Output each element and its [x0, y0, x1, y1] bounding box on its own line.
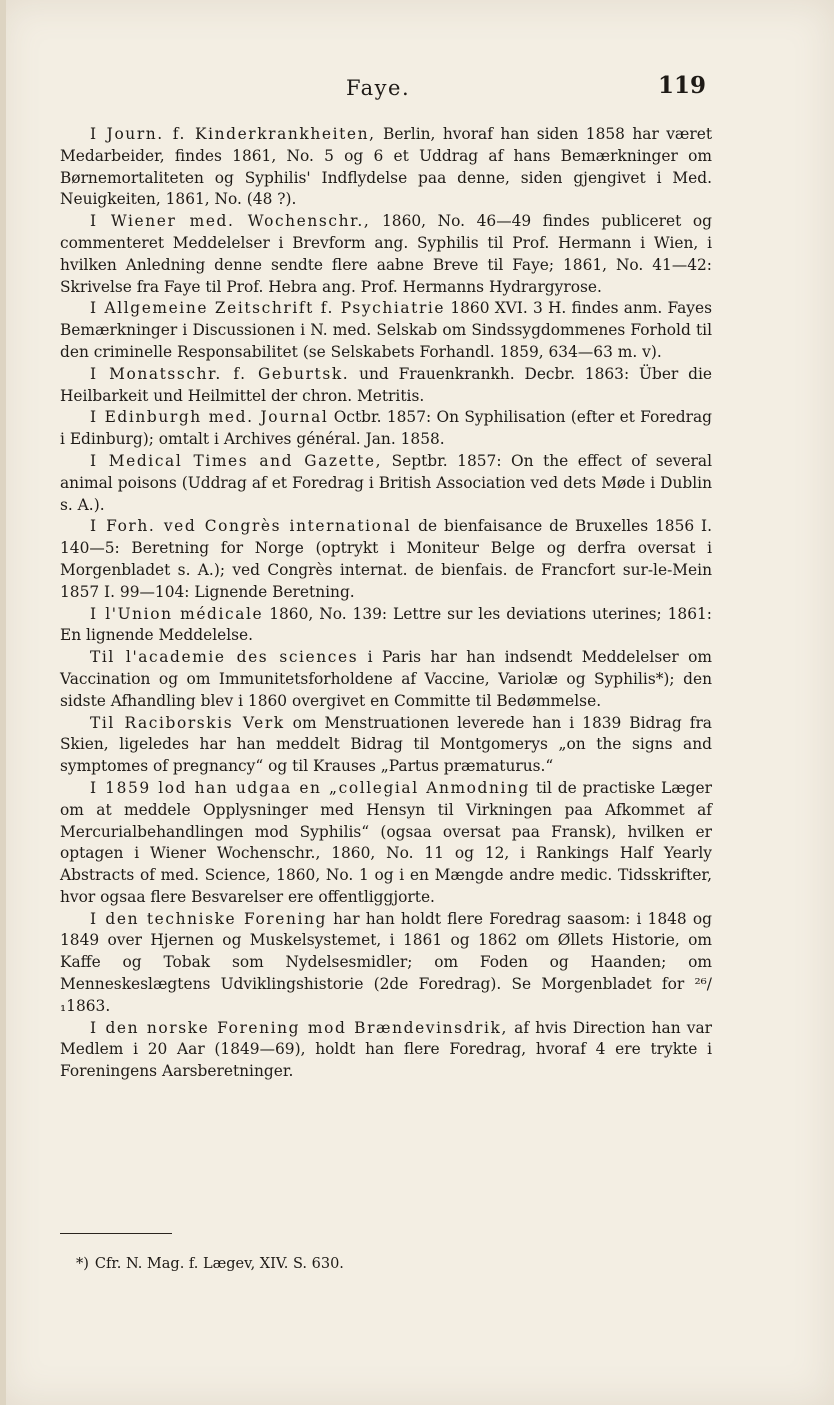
paragraph-medical-times [60, 451, 712, 516]
journal-title: I Forh. ved Congrès international [90, 517, 412, 536]
page-header [0, 70, 834, 106]
paragraph-union-medicale [60, 604, 712, 648]
paragraph-monatsschr-geburtsk [60, 364, 712, 408]
paragraph-norske-forening [60, 1018, 712, 1083]
running-head: Faye. [346, 76, 411, 100]
footnote-mark: *) [76, 1256, 89, 1272]
paragraph-academie-sciences [60, 647, 712, 712]
paragraph-text: har han holdt flere Foredrag saasom: i 1848 og 1849 over Hjernen og Muskelsystemet, i 1861 og 1862 om Øllets Historie, om Kaffe og Tobak som Nydelsesmidler; om Foden og Haanden; om Menneskeslægtens Udviklingshistorie (2de Foredrag). Se Morgenbladet for ²⁶/₁1863. [60, 909, 712, 1015]
page-spine-edge [0, 0, 6, 1405]
paragraph-text: de bienfaisance de Bruxelles 1856 I. 140—5: Beretning for Norge (optrykt i Moniteur Belge og derfra oversat i Morgenbladet s. A.); ved Congrès internat. de bienfais. de Francfort sur-le-Mein 1857 I. 99—104: Lignende Beretning. [60, 517, 713, 601]
paragraph-collegial-anmodning [60, 778, 712, 909]
paragraph-allgemeine-zeitschrift [60, 298, 712, 363]
journal-title: I Edinburgh med. Journal [90, 408, 329, 427]
paragraph-text: om Menstruationen leverede han i 1839 Bidrag fra Skien, ligeledes har han meddelt Bidrag til Montgomerys „on the signs and symptomes of pregnancy“ og til Krauses „Partus præmaturus.“ [60, 713, 712, 776]
journal-title: I Medical Times and Gazette, [90, 451, 383, 470]
journal-title: Til Raciborskis Verk [90, 713, 285, 732]
journal-title: I 1859 lod han udgaa en „collegial Anmodning [90, 778, 530, 797]
footnote-divider [60, 1233, 172, 1234]
paragraph-raciborskis-verk [60, 713, 712, 778]
paragraph-text: und Frauenkrankh. Decbr. 1863: Über die Heilbarkeit und Heilmittel der chron. Metritis. [60, 364, 713, 405]
footnote [76, 1254, 716, 1274]
paragraph-text: Septbr. 1857: On the effect of several animal poisons (Uddrag af et Foredrag i British Association ved dets Møde i Dublin s. A.). [60, 451, 712, 514]
page-number: 119 [658, 72, 707, 99]
paragraph-text: af hvis Direction han var Medlem i 20 Aar (1849—69), holdt han flere Foredrag, hvoraf 4 ere trykte i Foreningens Aarsberetninger. [60, 1018, 713, 1081]
journal-title: Til l'academie des sciences [90, 648, 359, 667]
journal-title: I l'Union médicale [90, 604, 264, 623]
paragraph-edinburgh-journal [60, 407, 712, 451]
paragraph-congres-international [60, 516, 712, 603]
paragraph-journ-kinderkrankheiten [60, 124, 712, 211]
paragraph-text: til de practiske Læger om at meddele Opplysninger med Hensyn til Virkningen paa Afkommet af Mercurialbehandlingen mod Syphilis“ (ogsaa oversat paa Fransk), hvilken er optagen i Wiener Wochenschr., 1860, No. 11 og 12, i Rankings Half Yearly Abstracts of med. Science, 1860, No. 1 og i en Mængde andre medic. Tidsskrifter, hvor ogsaa flere Besvarelser ere offentliggjorte. [60, 778, 712, 906]
paragraph-text: Berlin, hvoraf han siden 1858 har været Medarbeider, findes 1861, No. 5 og 6 et Uddrag af hans Bemærkninger om Børnemortaliteten og Syphilis' Indflydelse paa denne, siden gjengivet i Med. Neuigkeiten, 1861, No. (48 ?). [60, 125, 713, 209]
journal-title: I den techniske Forening [90, 909, 327, 928]
paragraph-text: 1860, No. 46—49 findes publiceret og commenteret Meddelelser i Brevform ang. Syphilis til Prof. Hermann i Wien, i hvilken Anledning denne sendte flere aabne Breve til Faye; 1861, No. 41—42: Skrivelse fra Faye til Prof. Hebra ang. Prof. Hermanns Hydrargyrose. [60, 212, 713, 296]
journal-title: I Monatsschr. f. Geburtsk. [90, 364, 350, 383]
paragraph-text: 1860, No. 139: Lettre sur les deviations uterines; 1861: En lignende Meddelelse. [60, 604, 712, 645]
paragraph-techniske-forening [60, 909, 712, 1018]
journal-title: I Wiener med. Wochenschr., [90, 212, 371, 231]
journal-title: I Allgemeine Zeitschrift f. Psychiatrie [90, 299, 446, 318]
footnote-text: Cfr. N. Mag. f. Lægev, XIV. S. 630. [94, 1256, 344, 1272]
paragraph-text: Octbr. 1857: On Syphilisation (efter et Foredrag i Edinburg); omtalt i Archives général. Jan. 1858. [60, 408, 712, 449]
paragraph-wiener-wochenschr [60, 211, 712, 298]
journal-title: I den norske Forening mod Brændevinsdrik, [90, 1018, 508, 1037]
journal-title: I Journ. f. Kinderkrankheiten, [90, 125, 376, 143]
paragraph-text: i Paris har han indsendt Meddelelser om Vaccination og om Immunitetsforholdene af Vaccine, Variolæ og Syphilis*); den sidste Afhandling blev i 1860 overgivet en Committe til Bedømmelse. [60, 648, 712, 710]
paragraph-text: 1860 XVI. 3 H. findes anm. Fayes Bemærkninger i Discussionen i N. med. Selskab om Sindssygdommenes Forhold til den criminelle Responsabilitet (se Selskabets Forhandl. 1859, 634—63 m. v). [60, 299, 713, 361]
body-text [60, 124, 712, 1083]
